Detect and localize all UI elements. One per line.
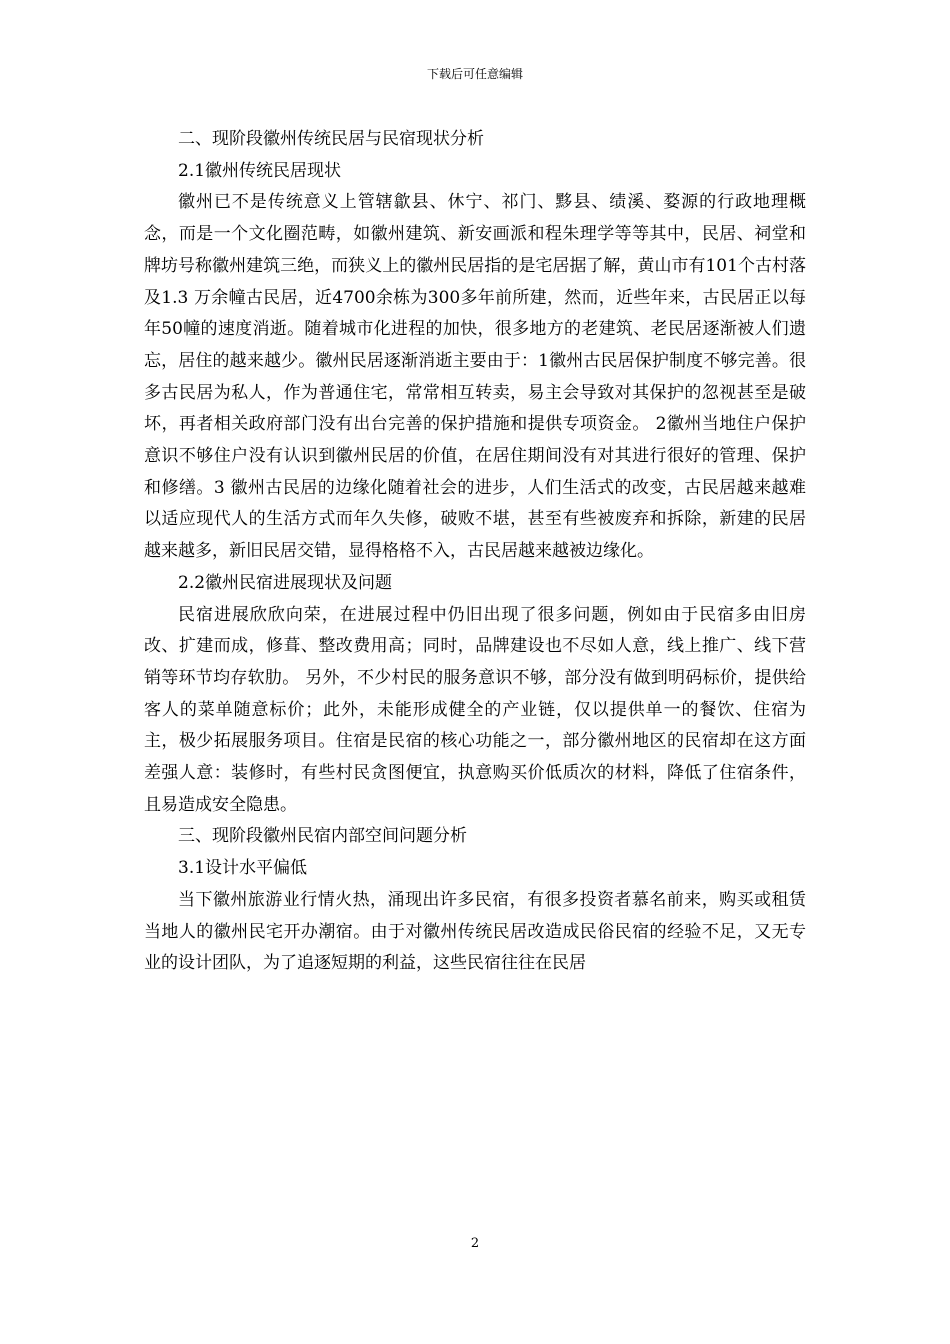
page-number: 2 (470, 1236, 480, 1251)
paragraph: 徽州已不是传统意义上管辖歙县、休宁、祁门、黟县、绩溪、婺源的行政地理概念，而是一个文化圈范畴，如徽州建筑、新安画派和程朱理学等等其中，民居、祠堂和牌坊号称徽州建筑三绝，而狭义上的徽州民居指的是宅居据了解，黄山市有101个古村落及1.3 万余幢古民居，近4700余栋为300多年前所建，然而，近些年来，古民居正以每年50幢的速度消逝。随着城市化进程的加快，很多地方的老建筑、老民居逐渐被人们遗忘，居住的越来越少。徽州民居逐渐消逝主要由于：1徽州古民居保护制度不够完善。很多古民居为私人，作为普通住宅，常常相互转卖，易主会导致对其保护的忽视甚至是破坏，再者相关政府部门没有出台完善的保护措施和提供专项资金。 2徽州当地住户保护意识不够住户没有认识到徽州民居的价值，在居住期间没有对其进行很好的管理、保护和修缮。3 徽州古民居的边缘化随着社会的进步，人们生活式的改变，古民居越来越难以适应现代人的生活方式而年久失修，破败不堪，甚至有些被废弃和拆除，新建的民居越来越多，新旧民居交错，显得格格不入，古民居越来越被边缘化。 (144, 192, 806, 562)
paragraph: 民宿进展欣欣向荣，在进展过程中仍旧出现了很多问题，例如由于民宿多由旧房改、扩建而成，修葺、整改费用高；同时，品牌建设也不尽如人意，线上推广、线下营销等环节均存软肋。 另外，不少村民的服务意识不够，部分没有做到明码标价，提供给客人的菜单随意标价；此外，未能形成健全的产业链，仅以提供单一的餐饮、住宿为主，极少拓展服务项目。住宿是民宿的核心功能之一，部分徽州地区的民宿却在这方面差强人意：装修时，有些村民贪图便宜，执意购买价低质次的材料，降低了住宿条件，且易造成安全隐患。 (144, 604, 806, 815)
subsection-heading: 2.2徽州民宿进展现状及问题 (178, 572, 393, 593)
section-heading: 三、现阶段徽州民宿内部空间问题分析 (178, 826, 467, 847)
subsection-heading: 2.1徽州传统民居现状 (178, 160, 342, 181)
paragraph: 当下徽州旅游业行情火热，涌现出许多民宿，有很多投资者慕名前来，购买或租赁当地人的徽州民宅开办潮宿。由于对徽州传统民居改造成民俗民宿的经验不足，又无专业的设计团队，为了追逐短期的利益，这些民宿往往在民居 (144, 889, 806, 974)
subsection-heading: 3.1设计水平偏低 (178, 858, 308, 879)
document-body (144, 124, 806, 980)
section-heading: 二、现阶段徽州传统民居与民宿现状分析 (178, 129, 484, 149)
page-header-note: 下载后可任意编辑 (426, 67, 523, 81)
